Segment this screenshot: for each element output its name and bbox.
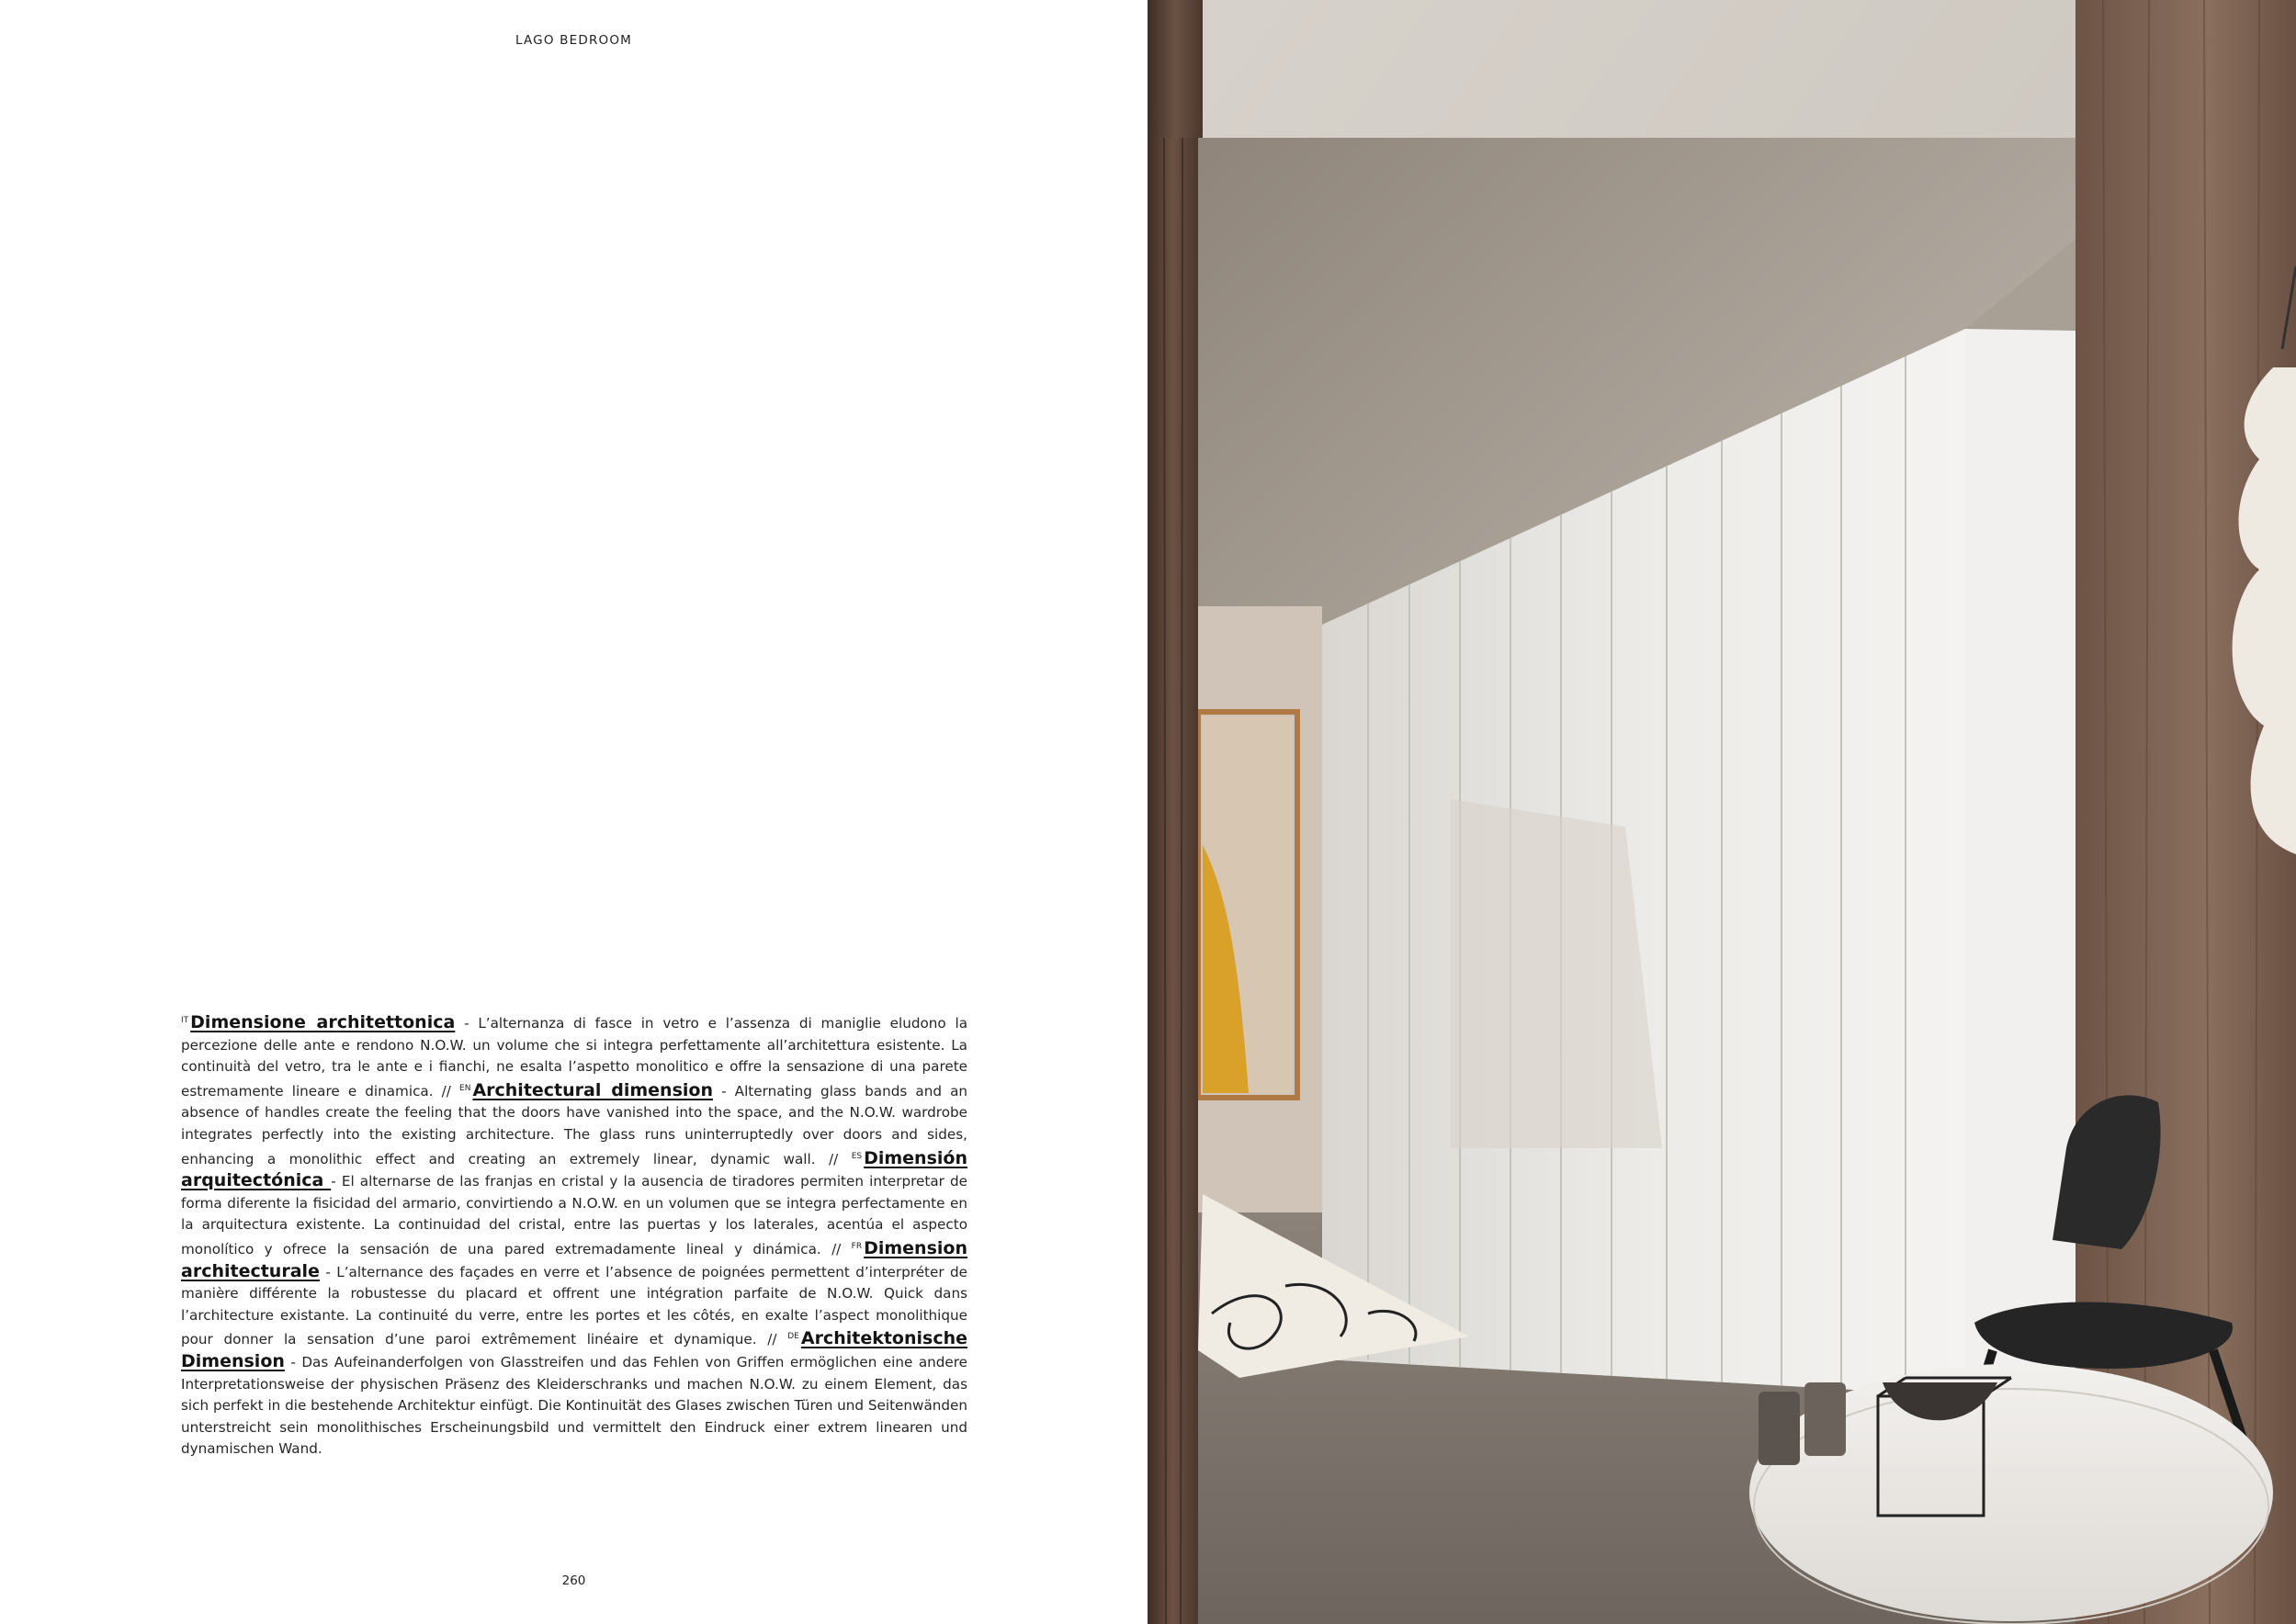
heading-it: Dimensione architettonica bbox=[190, 1012, 456, 1032]
room-photo bbox=[1148, 0, 2296, 1624]
text-it: - L’alternanza di fasce in vetro e l’assenza di maniglie eludono la percezione delle ante e rendono N.O.W. un volume che si integra perfettamente all’architettura esistente. La continuità del vetro, tra le ante e i fianchi, ne esalta l’aspetto monolitico e offre la sensazione di una parete estremamente lineare e dinamica. // bbox=[181, 1015, 967, 1100]
lang-tag-de: DE bbox=[787, 1332, 799, 1342]
heading-en: Architectural dimension bbox=[472, 1079, 713, 1100]
text-es: - El alternarse de las franjas en cristal y la ausencia de tiradores permiten interpretar de forma diferente la fisicidad del armario, convirtiendo a N.O.W. en un volumen que se integra perfectamente en la arquitectura existente. La continuidad del cristal, entre las puertas y los laterales, acentúa el aspecto monolítico y ofrece la sensación de una pared extremadamente lineal y dinámica. // bbox=[181, 1173, 968, 1257]
text-de: - Das Aufeinanderfolgen von Glasstreifen und das Fehlen von Griffen ermöglichen eine andere Interpretationsweise der physischen Präsenz des Kleiderschranks und machen N.O.W. zu einem Element, das sich perfekt in die bestehende Architektur einfügt. Die Kontinuität des Glases zwischen Türen und Seitenwänden unterstreicht sein monolithisches Erscheinungsbild und vermittelt den Eindruck einer extrem linearen und dynamischen Wand. bbox=[181, 1353, 967, 1458]
heading-es: Dimensión arquitectónica bbox=[181, 1147, 967, 1191]
lang-tag-en: EN bbox=[459, 1083, 471, 1093]
lang-tag-it: IT bbox=[181, 1016, 189, 1025]
page-number: 260 bbox=[561, 1573, 586, 1588]
text-fr: - L’alternance des façades en verre et l’absence de poignées permettent d’interpréter de manière différente la robustesse du placard et offrent une intégration parfaite de N.O.W. Quick dans l’architecture existante. La continuité du verre, entre les portes et les côtés, en exalte l’aspect monolithique pour donner la sensation d’une paroi extrêmement linéaire et dynamique. // bbox=[181, 1263, 967, 1348]
lang-tag-es: ES bbox=[851, 1151, 863, 1161]
heading-fr: Dimension architecturale bbox=[181, 1237, 967, 1281]
room-illustration bbox=[1148, 0, 2296, 1624]
body-text bbox=[181, 1010, 967, 1460]
text-en: - Alternating glass bands and an absence of handles create the feeling that the doors have vanished into the space, and the N.O.W. wardrobe integrates perfectly into the existing architecture. The glass runs uninterruptedly over doors and sides, enhancing a monolithic effect and creating an extremely linear, dynamic wall. // bbox=[181, 1082, 967, 1167]
page-header: LAGO BEDROOM bbox=[515, 33, 633, 48]
lang-tag-fr: FR bbox=[851, 1241, 863, 1251]
heading-de: Architektonische Dimension bbox=[181, 1328, 967, 1371]
